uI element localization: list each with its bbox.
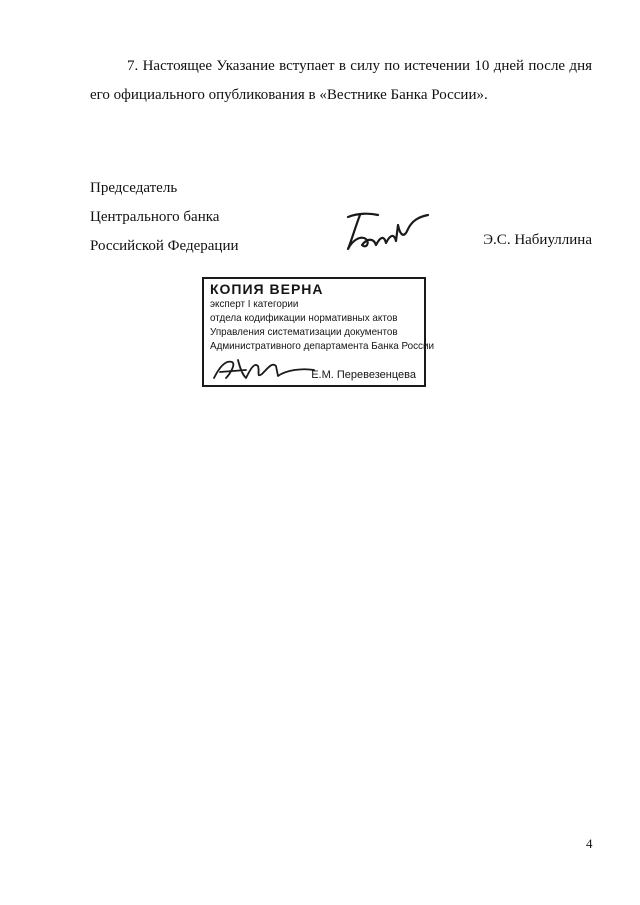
stamp-line-4: Административного департамента Банка России	[210, 340, 434, 352]
page-number: 4	[586, 836, 593, 851]
signatory-position-line-1: Председатель	[90, 180, 178, 196]
signatory-position-line-2: Центрального банка	[90, 209, 220, 225]
signatory-position	[90, 174, 239, 261]
copy-certified-stamp	[202, 277, 434, 387]
stamp-name: Е.М. Перевезенцева	[311, 369, 416, 381]
stamp-signature	[206, 352, 316, 384]
signatory-name: Э.С. Набиуллина	[483, 232, 592, 248]
clause-7-text: 7. Настоящее Указание вступает в силу по истечении 10 дней после дня его официального опубликования в «Вестнике Банка России».	[90, 58, 592, 103]
stamp-title: КОПИЯ ВЕРНА	[210, 281, 324, 297]
signatory-position-line-3: Российской Федерации	[90, 238, 239, 254]
stamp-line-1: эксперт I категории	[210, 298, 299, 310]
chairman-signature	[338, 205, 438, 255]
stamp-line-3: Управления систематизации документов	[210, 326, 398, 338]
stamp-line-2: отдела кодификации нормативных актов	[210, 312, 398, 324]
